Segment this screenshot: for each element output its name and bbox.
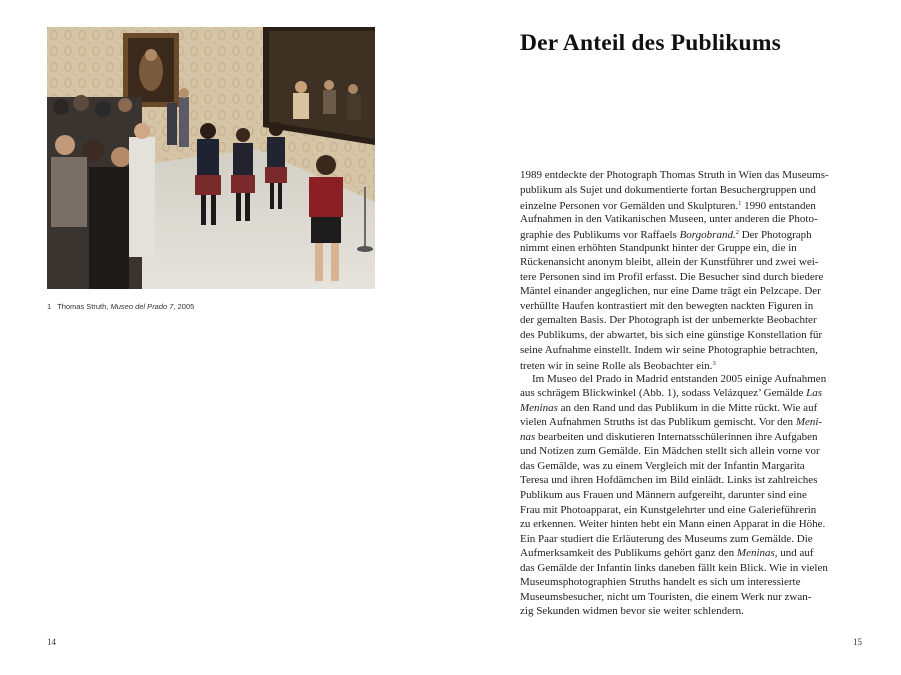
text-run: Aufmerksamkeit des Publikums gehört ganz den	[520, 547, 737, 560]
text-run: , und auf	[774, 547, 814, 560]
text-run: das Gemälde, was zu einem Vergleich mit der Infantin Margarita	[520, 459, 805, 472]
text-line	[520, 415, 880, 430]
text-run: treten wir in seine Rolle als Beobachter ein.	[520, 360, 713, 373]
text-line	[520, 168, 880, 183]
right-page	[450, 0, 901, 675]
text-line	[520, 241, 880, 256]
body-text	[520, 168, 880, 619]
text-line	[520, 561, 880, 576]
figure-caption	[47, 302, 377, 311]
text-line	[520, 517, 880, 532]
text-line	[520, 386, 880, 401]
page-number-right: 15	[853, 637, 862, 647]
text-line	[520, 226, 880, 241]
text-run: Der Photograph	[738, 229, 812, 242]
text-line	[520, 284, 880, 299]
text-run: Frau mit Photoapparat, ein Kunstgelehrter und eine Galerieführerin	[520, 503, 817, 516]
text-run: an den Rand und das Publikum in die Mitte rückt. Wie auf	[557, 401, 818, 414]
caption-title: Museo del Prado 7,	[110, 302, 176, 311]
italic-text: Borgobrand.	[679, 229, 736, 242]
text-run: graphie des Publikums vor Raffaels	[520, 229, 680, 242]
text-run: des Publikums, der abwartet, bis sich eine günstige Konstellation für	[520, 329, 823, 342]
text-line	[520, 183, 880, 198]
text-line	[520, 532, 880, 547]
text-run: 1989 entdeckte der Photograph Thomas Struth in Wien das Museums-	[520, 169, 829, 181]
paragraph-2	[520, 372, 880, 619]
text-run: bearbeiten und diskutieren Internatsschülerinnen ihre Aufgaben	[535, 430, 818, 443]
text-line	[520, 270, 880, 285]
text-line	[520, 343, 880, 358]
text-run: Mäntel einander angeglichen, nur eine Dame trägt ein Pelzcape. Der	[520, 285, 821, 298]
text-line	[520, 503, 880, 518]
text-line	[520, 328, 880, 343]
text-run: Museumsphotographien Struths handelt es sich um interessierte	[520, 576, 801, 589]
text-run: Museumsbesucher, nicht um Touristen, die einem Werk nur zwan-	[520, 590, 812, 603]
footnote-ref: 2	[735, 229, 739, 237]
text-line	[520, 546, 880, 561]
text-line	[520, 604, 880, 619]
text-run: und Notizen zum Gemälde. Ein Mädchen stellt sich allein vorne vor	[520, 445, 820, 458]
text-run: nimmt einen erhöhten Standpunkt hinter der Gruppe ein, die in	[520, 241, 797, 254]
text-line	[520, 444, 880, 459]
text-run: Rückenansicht anonym bleibt, allein der Kunstführer und zwei wei-	[520, 256, 819, 269]
text-run: Teresa und ihren Hofdämchen im Bild einlädt. Links ist zahlreiches	[520, 474, 818, 487]
text-run: Publikum aus Frauen und Männern aufgereiht, darunter sind eine	[520, 489, 807, 502]
page-number-left: 14	[47, 637, 56, 647]
caption-year: 2005	[177, 302, 195, 311]
text-run: der gemalten Basis. Der Photograph ist der unbemerkte Beobachter	[520, 314, 817, 327]
italic-text: Meni-	[795, 416, 823, 429]
text-run: einzelne Personen vor Gemälden und Skulpturen.	[520, 200, 739, 213]
text-line	[520, 313, 880, 328]
text-line	[520, 459, 880, 474]
text-run: verhüllte Haufen kontrastiert mit den bewegten nackten Figuren in	[520, 299, 814, 312]
italic-text: Meninas	[736, 547, 775, 560]
text-line	[520, 197, 880, 212]
caption-author: Thomas Struth,	[57, 302, 109, 311]
text-line	[520, 401, 880, 416]
chapter-heading: Der Anteil des Publikums	[520, 30, 781, 56]
text-run: Im Museo del Prado in Madrid entstanden 2005 einige Aufnahmen	[532, 372, 827, 385]
text-run: das Gemälde der Infantin links daneben fällt kein Blick. Wie in vielen	[520, 561, 828, 574]
text-line	[520, 299, 880, 314]
text-run: publikum als Sujet und dokumentierte fortan Besuchergruppen und	[520, 183, 816, 196]
text-run: aus schrägem Blickwinkel (Abb. 1), sodass Velázquez’ Gemälde	[520, 387, 807, 400]
text-run: Ein Paar studiert die Erläuterung des Museums zum Gemälde. Die	[520, 532, 813, 545]
text-line	[520, 255, 880, 270]
footnote-ref: 1	[738, 200, 742, 208]
text-run: seine Aufnahme einstellt. Indem wir seine Photographie betrachten,	[520, 343, 818, 356]
text-run: Aufnahmen in den Vatikanischen Museen, unter anderen die Photo-	[520, 212, 818, 225]
left-page	[0, 0, 450, 675]
text-line	[520, 575, 880, 590]
caption-number: 1	[47, 302, 52, 311]
text-run: 1990 entstanden	[741, 200, 816, 213]
italic-text: Las	[806, 387, 823, 400]
text-line	[520, 488, 880, 503]
text-run: tere Personen sind im Profil erfasst. Die Besucher sind durch biedere	[520, 270, 824, 283]
text-line	[520, 590, 880, 605]
text-run: vielen Aufnahmen Struths ist das Publikum gemischt. Vor den	[520, 416, 796, 429]
text-line	[520, 372, 880, 387]
text-run: zu erkennen. Weiter hinten hebt ein Mann einen Apparat in die Höhe.	[520, 518, 826, 531]
text-line	[520, 473, 880, 488]
footnote-ref: 3	[712, 360, 716, 368]
italic-text: Meninas	[520, 401, 558, 414]
museum-photograph	[47, 27, 375, 289]
text-run: zig Sekunden widmen bevor sie weiter schlendern.	[520, 605, 744, 618]
italic-text: nas	[520, 430, 536, 443]
text-line	[520, 430, 880, 445]
paragraph-1	[520, 168, 880, 372]
text-line	[520, 212, 880, 227]
text-line	[520, 357, 880, 372]
